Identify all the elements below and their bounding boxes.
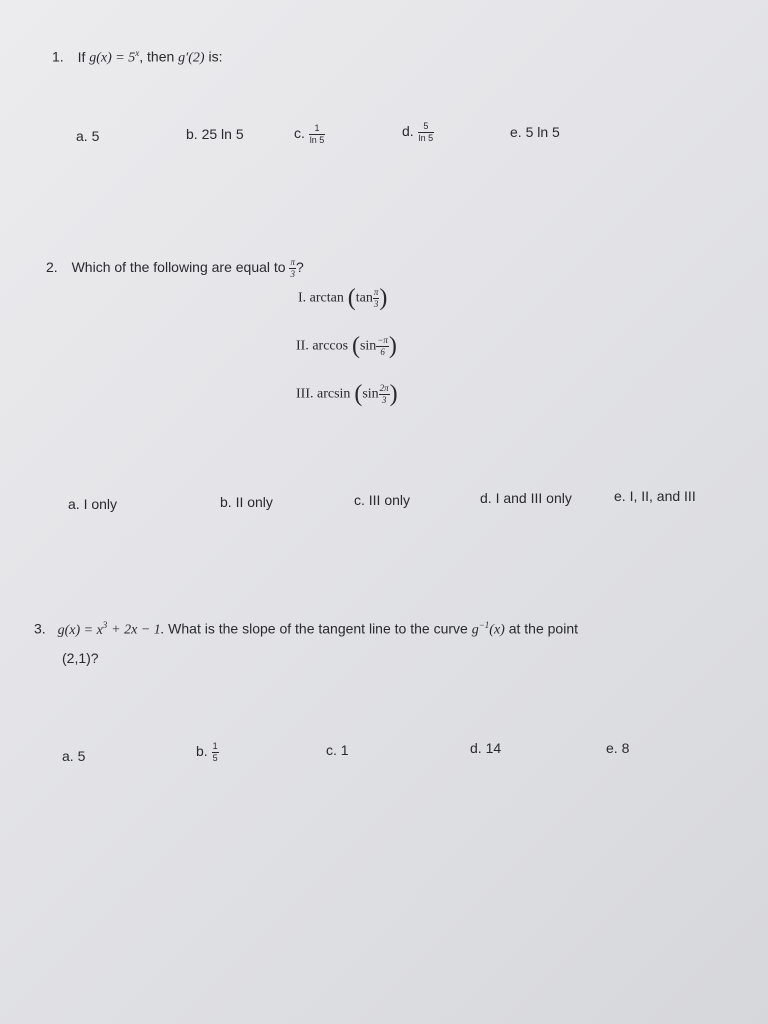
q3-option-b [196,742,219,763]
statement-fraction [376,336,389,357]
q3-option-d: d. 14 [470,740,502,756]
fraction-numerator: 5 [418,122,435,133]
statement-inner-function: sin [359,338,377,354]
fraction-denominator: 5 [212,753,218,763]
q2-option-b: b. II only [220,494,273,510]
q2-option-e: e. I, II, and III [614,488,696,504]
fraction-numerator: 1 [309,124,326,135]
q2-statement-1 [298,286,387,310]
question-1 [52,48,222,67]
q3-option-a: a. 5 [62,748,86,764]
statement-inner-function: tan [355,290,373,306]
open-paren: ( [347,285,356,311]
question-1-suffix: is: [208,48,223,65]
q3-option-c: c. 1 [326,742,349,758]
fraction-denominator: 3 [381,394,387,405]
question-2-mark: ? [296,259,304,276]
statement-label: I. arctan [298,290,344,306]
question-2-text: Which of the following are equal to [71,259,286,276]
q1-option-a: a. 5 [76,128,100,144]
q2-option-a: a. I only [68,496,118,512]
fraction-numerator: π [290,257,295,267]
question-1-derivative: g′(2) [178,50,205,66]
open-paren: ( [351,333,360,359]
question-3-text: What is the slope of the tangent line to the curve [168,620,468,637]
q3-option-b-label: b. [196,743,208,760]
question-3-inverse-exponent: −1 [478,620,490,630]
question-2-number: 2. [46,259,58,276]
q3-option-e: e. 8 [606,740,630,756]
question-1-exponent: x [135,48,140,58]
statement-label: III. arcsin [296,386,351,402]
question-3-inverse-argument: (x) [489,622,505,638]
fraction-numerator: π [373,286,379,297]
q1-option-d-label: d. [402,123,414,140]
q1-option-c [294,124,325,145]
q2-option-c: c. III only [354,492,411,508]
fraction-numerator: 2π [379,382,389,393]
question-3-inverse: g [471,622,479,638]
question-2 [46,258,304,279]
open-paren: ( [354,381,363,407]
q3-option-b-fraction [212,742,219,763]
fraction-denominator: 6 [380,346,385,357]
question-3-line-2: (2,1)? [62,650,99,666]
fraction-numerator: 1 [212,741,218,751]
question-3-rest: + 2x − 1. [111,622,165,638]
q2-statement-3 [296,382,398,406]
question-1-prefix: If [77,48,86,65]
question-3-tail: at the point [508,620,578,637]
fraction-denominator: ln 5 [418,133,434,143]
fraction-denominator: 3 [373,298,379,309]
q1-option-b: b. 25 ln 5 [186,126,244,142]
question-3-number: 3. [34,620,46,637]
close-paren: ) [379,285,388,311]
q1-option-d-fraction [418,122,435,143]
close-paren: ) [389,381,398,407]
q1-option-c-label: c. [294,125,305,142]
fraction-denominator: ln 5 [309,135,325,145]
fraction-numerator: −π [377,334,388,345]
question-3-function: g(x) = x [57,622,103,638]
q1-option-e: e. 5 ln 5 [510,124,560,140]
statement-inner-function: sin [362,386,379,402]
q1-option-d [402,122,434,143]
question-3-exponent: 3 [102,620,108,630]
q1-option-c-fraction [309,124,326,145]
close-paren: ) [388,333,397,359]
question-1-function: g(x) = 5 [89,50,136,66]
statement-label: II. arccos [296,338,349,354]
q2-statement-2 [296,334,397,358]
question-1-number: 1. [52,48,64,65]
fraction-denominator: 3 [290,269,295,279]
question-1-mid: , then [139,48,175,65]
question-3 [34,620,578,639]
statement-fraction [379,384,390,405]
q2-option-d: d. I and III only [480,490,572,506]
